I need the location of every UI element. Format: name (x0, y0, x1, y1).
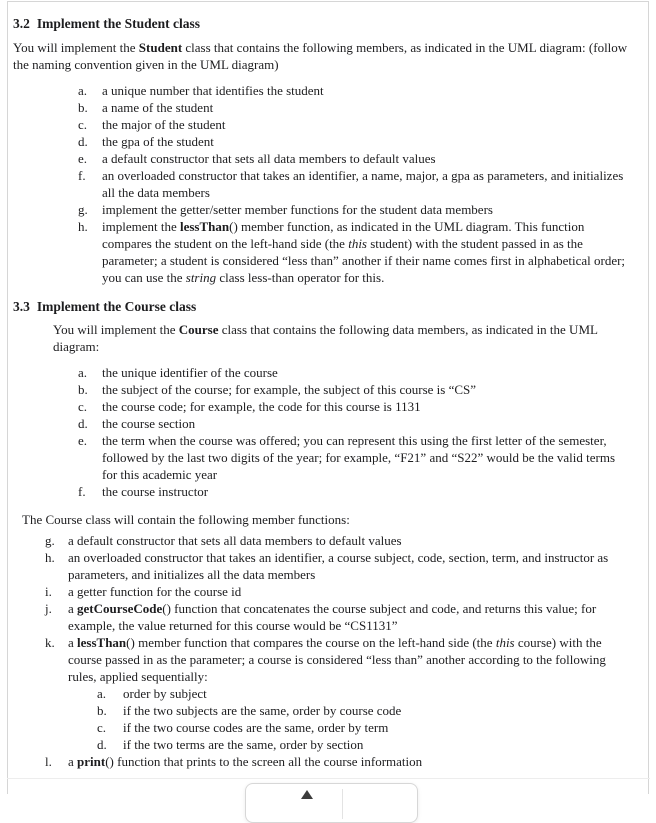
list-marker: d. (97, 737, 107, 752)
list-item-text: the course code; for example, the code for this course is 1131 (102, 399, 421, 414)
section-heading-3-2 (13, 15, 632, 33)
section-title: Implement the Course class (36, 299, 197, 314)
list-marker: d. (78, 134, 88, 149)
list-item (97, 719, 632, 736)
list-item-text: if the two subjects are the same, order by course code (123, 703, 402, 718)
section-3-3-intro: You will implement the Course class that contains the following data members, as indicated in the UML diagram: (53, 322, 598, 354)
list-item (78, 201, 632, 218)
list-marker: j. (45, 601, 52, 616)
section-heading-3-3 (13, 298, 632, 316)
list-item (78, 483, 632, 500)
list-item (78, 364, 632, 381)
list-item (45, 600, 632, 634)
list-marker: i. (45, 584, 52, 599)
chevron-up-icon[interactable] (301, 790, 313, 799)
list-item-text: a print() function that prints to the screen all the course information (68, 754, 423, 769)
list-marker: l. (45, 754, 52, 769)
list-item-text: a lessThan() member function that compares the course on the left-hand side (the this course) with the course passed in as the parameter; a course is considered “less than” another according to the following rules, applied sequentially: (68, 635, 606, 684)
list-item-text: a getCourseCode() function that concatenates the course subject and code, and returns this value; for example, the value returned for this course would be “CS1131” (68, 601, 597, 633)
list-item (78, 398, 632, 415)
list-item-text: an overloaded constructor that takes an identifier, a course subject, code, section, term, and instructor as parameters, and initializes all the data members (68, 550, 609, 582)
list-item (78, 381, 632, 398)
list-item (78, 167, 632, 201)
list-item (78, 415, 632, 432)
list-marker: c. (78, 117, 88, 132)
list-marker: h. (78, 219, 88, 234)
list-marker: g. (78, 202, 88, 217)
list-marker: f. (78, 484, 86, 499)
list-marker: c. (78, 399, 88, 414)
list-item-text: the subject of the course; for example, the subject of this course is “CS” (102, 382, 477, 397)
section-number: 3.2 (13, 16, 30, 31)
list-item-text: a getter function for the course id (68, 584, 242, 599)
list-item (45, 549, 632, 583)
lessthan-rules-list (97, 685, 632, 753)
list-item (97, 685, 632, 702)
list-marker: a. (78, 365, 88, 380)
list-marker: c. (97, 720, 107, 735)
list-item (78, 150, 632, 167)
list-item (78, 116, 632, 133)
list-item-text: order by subject (123, 686, 207, 701)
list-item-text: the major of the student (102, 117, 226, 132)
list-item (78, 432, 632, 483)
list-marker: b. (97, 703, 107, 718)
list-item-text: a default constructor that sets all data members to default values (102, 151, 436, 166)
page-break-line (7, 778, 650, 779)
list-marker: b. (78, 382, 88, 397)
list-marker: b. (78, 100, 88, 115)
course-members-list (78, 364, 632, 500)
list-item-text: the course section (102, 416, 196, 431)
list-marker: a. (97, 686, 107, 701)
list-item (97, 736, 632, 753)
section-3-2-intro: You will implement the Student class that contains the following members, as indicated in the UML diagram: (follow the naming convention given in the UML diagram) (13, 40, 628, 72)
course-functions-paragraph: The Course class will contain the following member functions: (22, 512, 350, 527)
list-marker: k. (45, 635, 55, 650)
list-marker: e. (78, 151, 88, 166)
list-item-text: if the two terms are the same, order by section (123, 737, 364, 752)
list-item-text: the course instructor (102, 484, 209, 499)
list-item-text: the gpa of the student (102, 134, 214, 149)
document-page (7, 1, 649, 794)
list-marker: g. (45, 533, 55, 548)
list-item (45, 753, 632, 770)
list-marker: e. (78, 433, 88, 448)
list-marker: h. (45, 550, 55, 565)
list-item (97, 702, 632, 719)
list-item-text: a unique number that identifies the student (102, 83, 324, 98)
page-controls-popup[interactable] (245, 783, 418, 823)
list-item-text: a default constructor that sets all data members to default values (68, 533, 402, 548)
list-item-text: an overloaded constructor that takes an identifier, a name, major, a gpa as parameters, and initializes all the data members (102, 168, 624, 200)
list-item (45, 532, 632, 549)
list-item (45, 634, 632, 685)
list-item-text: implement the getter/setter member functions for the student data members (102, 202, 493, 217)
list-item (78, 133, 632, 150)
list-item (45, 583, 632, 600)
list-marker: d. (78, 416, 88, 431)
list-item (78, 82, 632, 99)
section-title: Implement the Student class (36, 16, 201, 31)
student-members-list (78, 82, 632, 286)
list-item-text: a name of the student (102, 100, 214, 115)
list-marker: a. (78, 83, 88, 98)
list-item-text: the term when the course was offered; you can represent this using the first letter of the semester, followed by the last two digits of the year; for example, “F21” and “S22” would be the valid terms for this academic year (102, 433, 616, 482)
list-item-text: the unique identifier of the course (102, 365, 278, 380)
list-item (78, 99, 632, 116)
section-number: 3.3 (13, 299, 30, 314)
list-item-text: if the two course codes are the same, order by term (123, 720, 389, 735)
list-item-text: implement the lessThan() member function, as indicated in the UML diagram. This function compares the student on the left-hand side (the this student) with the student passed in as the parameter; a student is considered “less than” another if their name comes first in alphabetical order; you can use the string class less-than operator for this. (102, 219, 626, 285)
list-item (78, 218, 632, 286)
list-marker: f. (78, 168, 86, 183)
course-functions-list (45, 532, 632, 770)
